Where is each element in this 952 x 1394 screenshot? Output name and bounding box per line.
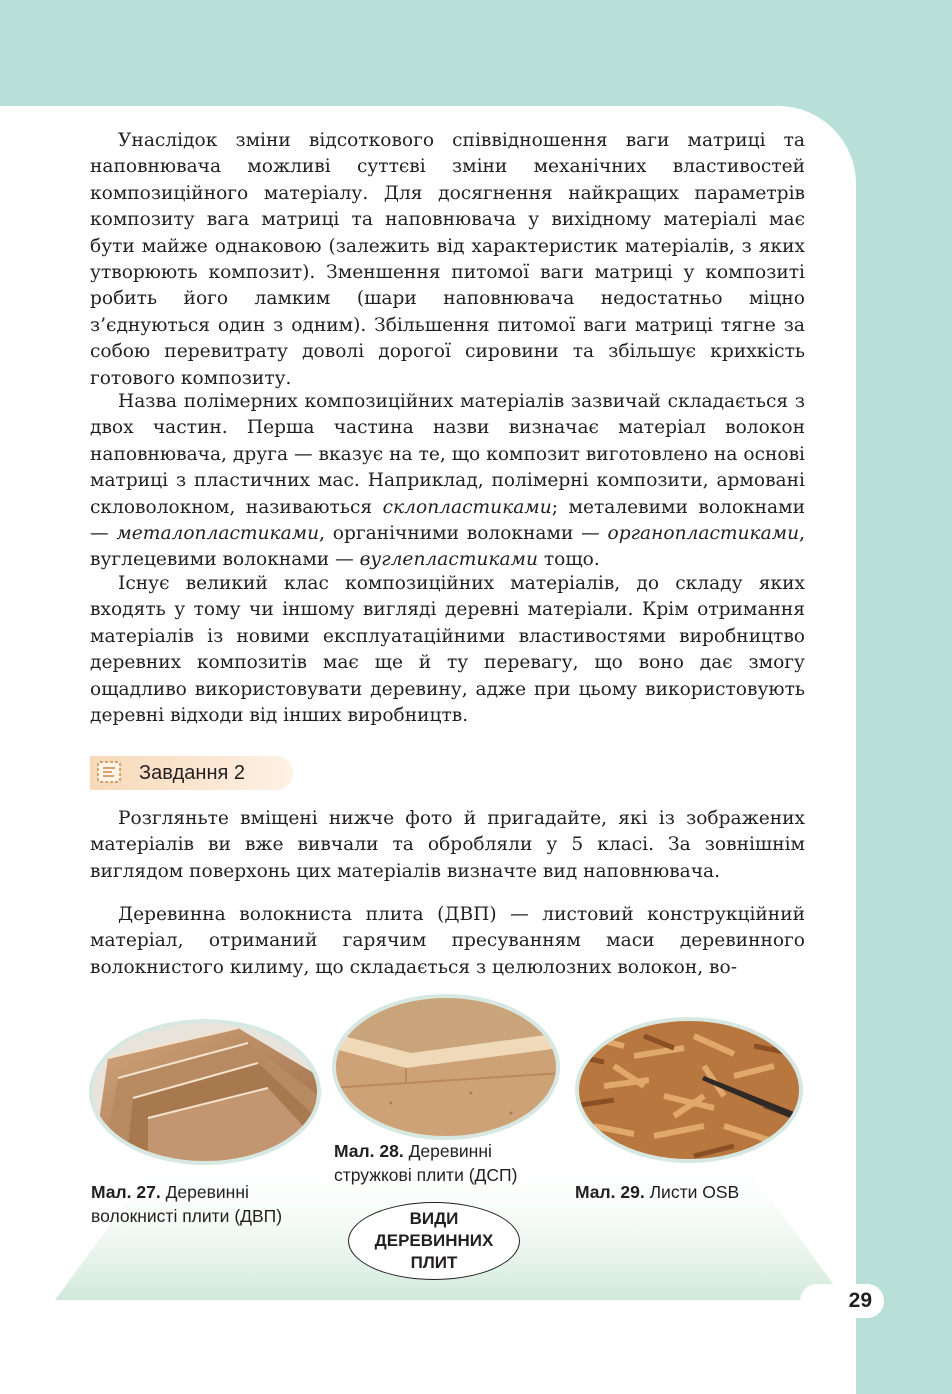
term-orhanoplastyky: органопластиками (607, 523, 800, 545)
badge-label: ВИДИ ДЕРЕВИННИХ ПЛИТ (374, 1209, 494, 1272)
caption-text: Деревинні волокнисті плити (ДВП) (91, 1182, 283, 1226)
paragraph-text: Існує великий клас композиційних матеріалів, до складу яких входять у тому чи іншому вигляді деревні матеріали. Крім отримання матеріалів із новими експлуатаційними властивостями виробництво деревних композитів має ще й ту перевагу, що воно дає змогу ощадливо використовувати деревину, адже при цьому використовують деревні відходи від інших виробництв. (90, 573, 805, 727)
photo-dvp-boards (88, 1018, 322, 1166)
caption-number: Мал. 28. (334, 1141, 404, 1161)
caption-number: Мал. 27. (91, 1182, 161, 1202)
paragraph-text: Унаслідок зміни відсоткового співвідношення ваги матриці та наповнювача можливі суттєві зміни механічних властивостей композиційного матеріалу. Для досягнення найкращих параметрів композиту вага матриці та наповнювача у вихідному матеріалі має бути майже однаковою (залежить від характеристик матеріалів, з яких утворюють композит). Зменшення питомої ваги матриці у композиті робить його ламким (шари наповнювача недостатньо міцно з’єднуються один з одним). Збільшення питомої ваги матриці тягне за собою перевитрату доволі дорогої сировини та збільшує крихкість готового композиту. (90, 130, 805, 389)
caption-text: Деревинні стружкові плити (ДСП) (334, 1141, 518, 1185)
paragraph-text (90, 389, 805, 574)
wood-board-types-badge (348, 1202, 520, 1280)
caption-fig-28 (334, 1139, 564, 1187)
caption-number: Мал. 29. (575, 1182, 645, 1202)
caption-fig-27 (91, 1180, 331, 1228)
paragraph-wood-composites (90, 571, 805, 729)
paragraph-polymer-names (90, 389, 805, 574)
term-skloplastyky: склопластиками (382, 496, 552, 518)
page-number: 29 (800, 1284, 884, 1318)
paragraph-dvp-definition (90, 902, 805, 981)
term-metaloplastyky: металопластиками (116, 523, 320, 545)
task-paragraph (90, 806, 805, 885)
text-run: , вуглецевими волокнами — (90, 523, 805, 571)
caption-fig-29 (575, 1180, 815, 1204)
paragraph-text: Деревинна волокниста плита (ДВП) — листовий конструкційний матеріал, отриманий гарячим пресуванням маси деревинного волокнистого килиму, що складається з целюлозних волокон, во- (90, 904, 805, 978)
paragraph-matrix-ratio (90, 128, 805, 392)
caption-text: Листи OSB (644, 1182, 740, 1202)
text-run: ; металевими волокнами — (90, 496, 805, 545)
task-title: Завдання 2 (139, 762, 245, 784)
task-icon (96, 760, 122, 784)
photo-osb-sheets (574, 1016, 804, 1164)
text-run: тощо. (537, 549, 600, 571)
term-vuhleplastyky: вуглепластиками (359, 549, 538, 571)
photo-dsp-boards (331, 993, 561, 1141)
paragraph-text: Розгляньте вміщені нижче фото й пригадайте, які із зображених матеріалів ви вже вивчали та обробляли у 5 класі. За зовнішнім виглядом поверхонь цих матеріалів визначте вид наповнювача. (90, 808, 805, 882)
text-run: Назва полімерних композиційних матеріалів зазвичай складається з двох частин. Перша частина назви визначає матеріал волокон наповнювача, друга — вказує на те, що композит виготовлено на основі матриці з пластичних мас. Наприклад, полімерні композити, армовані скловолокном, називаються (90, 391, 805, 518)
text-run: , органічними волокнами — (319, 523, 608, 545)
